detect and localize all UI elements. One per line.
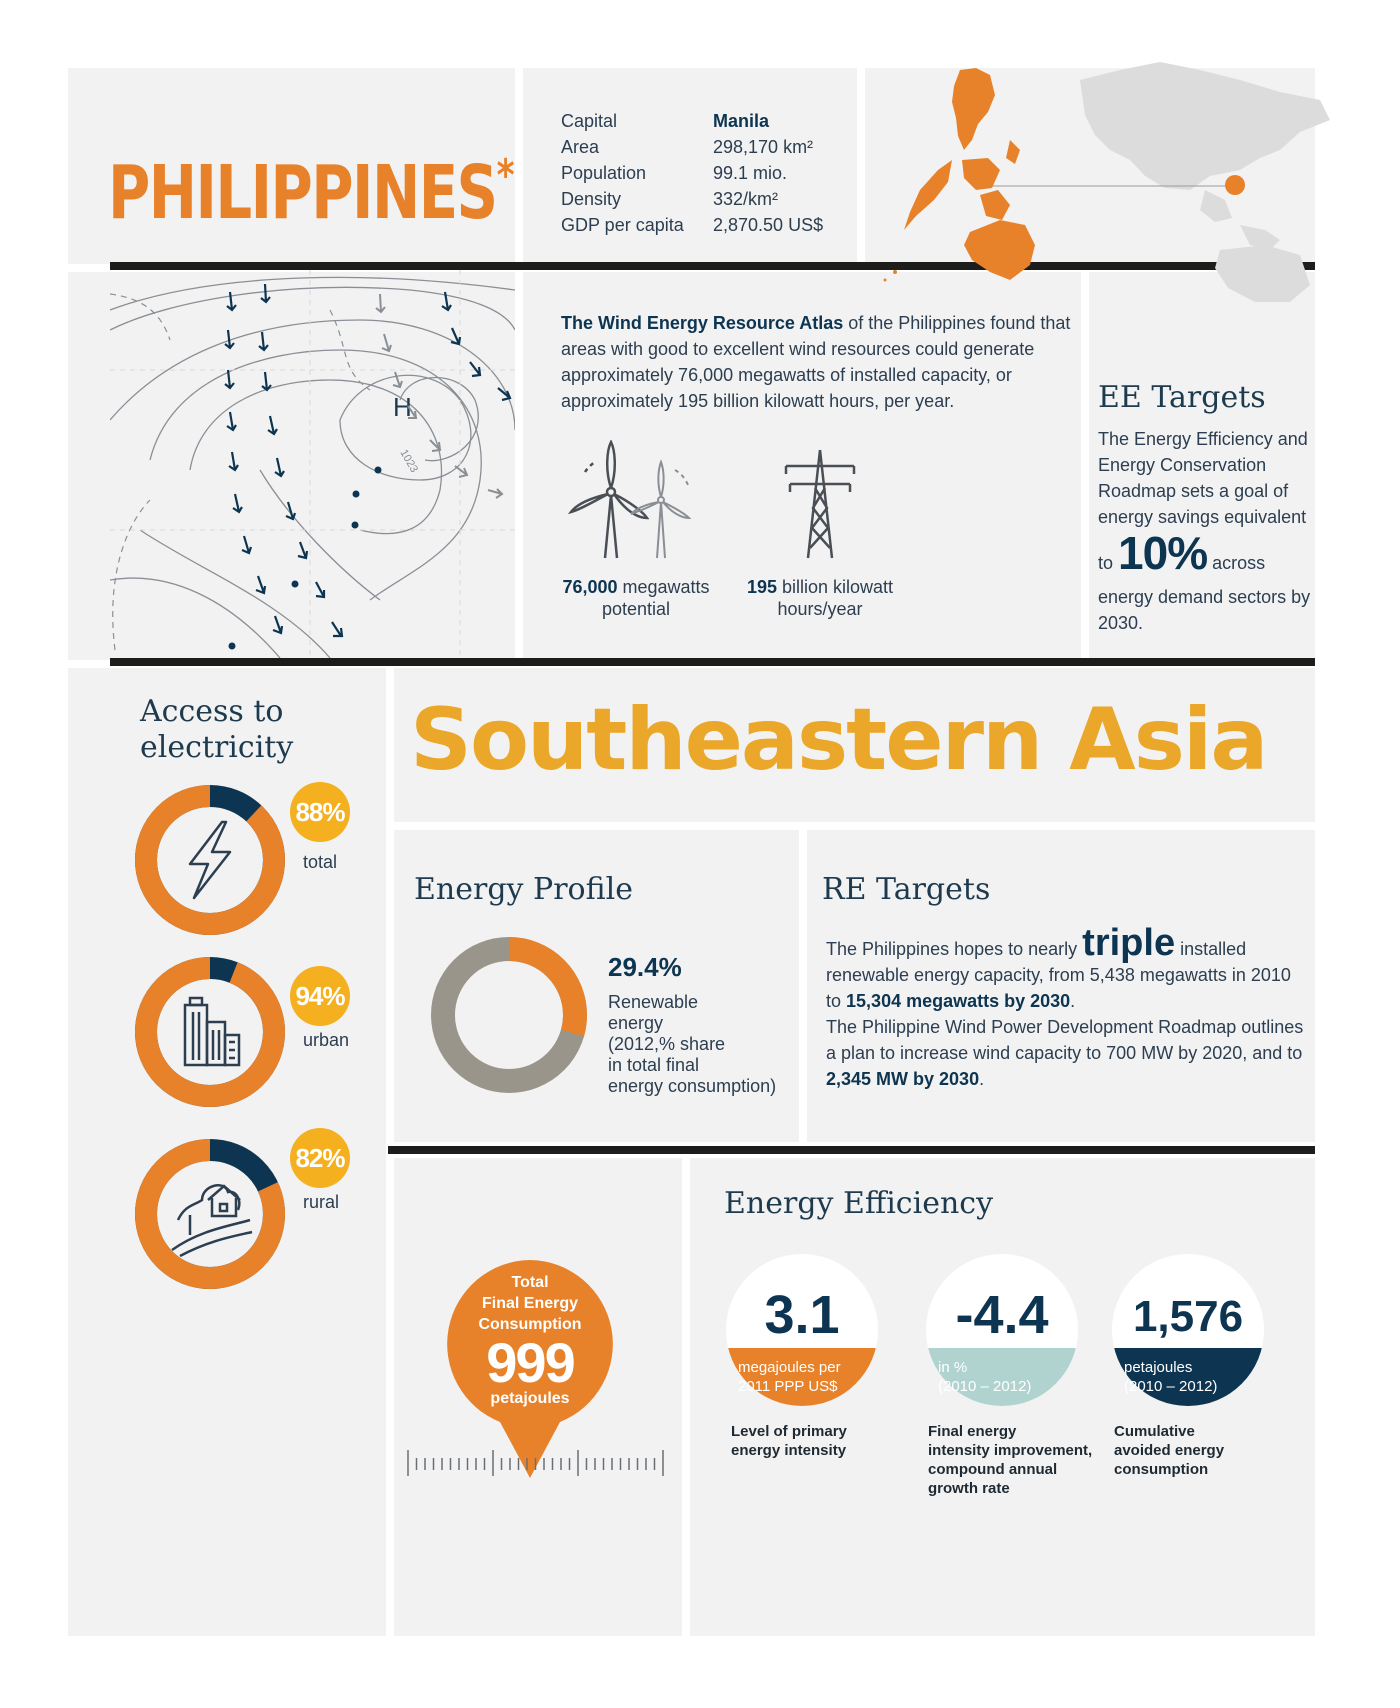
wind-turbine-icon — [565, 440, 705, 560]
wind-pressure-map — [110, 270, 515, 658]
re-targets-title: RE Targets — [822, 872, 991, 907]
ee-targets-title: EE Targets — [1098, 380, 1266, 415]
power-pylon-icon — [780, 448, 860, 560]
primary-intensity-unit: megajoules per 2011 PPP US$ — [738, 1359, 841, 1395]
access-donuts — [130, 780, 290, 1300]
location-marker — [1225, 175, 1245, 195]
access-total-badge: 88% — [290, 782, 350, 842]
buildings-icon — [185, 998, 239, 1065]
philippines-map — [860, 40, 1340, 310]
fact-row: Density 332/km² — [561, 189, 779, 209]
access-urban-label: urban — [303, 1030, 350, 1050]
lightning-icon — [190, 822, 230, 898]
avoided-consumption-value: 1,576 — [1132, 1292, 1244, 1341]
renewable-share-value: 29.4% — [608, 952, 682, 982]
access-donut-rural — [146, 1150, 274, 1278]
primary-intensity-caption: Level of primary energy intensity — [731, 1423, 847, 1459]
country-name: PHILIPPINES — [108, 150, 497, 236]
country-title — [108, 150, 513, 236]
wind-atlas-text: The Wind Energy Resource Atlas of the Philippines found that areas with good to excellent wind resources could generate approximately 76,000 megawatts of installed capacity, or approximately 195 billion kilowatt hours, per year. — [561, 313, 1071, 411]
region-title: Southeastern Asia — [410, 690, 1267, 790]
tfec-value: 999 — [486, 1331, 574, 1394]
intensity-improvement-caption: Final energy intensity improvement, compound annual growth rate — [928, 1423, 1093, 1497]
wind-stat-potential: 76,000 megawatts potential — [562, 577, 710, 619]
avoided-consumption-caption: Cumulative avoided energy consumption — [1114, 1423, 1225, 1478]
ee-target-value: 10% — [1118, 527, 1208, 579]
country-asterisk: * — [496, 150, 513, 201]
wind-stat-generation: 195 billion kilowatt hours/year — [746, 577, 894, 619]
ee-targets-text: The Energy Efficiency and Energy Conservation Roadmap sets a goal of energy savings equivalent to 10% across energy demand sectors by 2030. — [1098, 429, 1311, 633]
access-title: Access to electricity — [140, 694, 294, 765]
fact-row: GDP per capita 2,870.50 US$ — [561, 215, 824, 235]
access-rural-label: rural — [303, 1192, 340, 1212]
access-urban-badge: 94% — [290, 966, 350, 1026]
house-icon — [172, 1185, 252, 1256]
access-donut-urban — [146, 968, 274, 1096]
energy-profile-title: Energy Profile — [414, 872, 633, 907]
fact-row: Population 99.1 mio. — [561, 163, 788, 183]
access-donut-total — [146, 796, 274, 924]
fact-row: Capital Manila — [561, 111, 770, 131]
high-pressure-label: H — [393, 392, 412, 422]
intensity-improvement-value: -4.4 — [955, 1285, 1049, 1345]
re-target-triple: triple — [1082, 922, 1176, 964]
country-facts — [561, 108, 823, 238]
intensity-improvement-unit: in % (2010 – 2012) — [938, 1359, 1032, 1395]
isobar-value: 1023 — [397, 447, 421, 475]
tfec-label: Total Final Energy Consumption — [478, 1274, 582, 1333]
avoided-consumption-unit: petajoules (2010 – 2012) — [1124, 1359, 1218, 1395]
tfec-scale — [404, 1448, 668, 1478]
re-targets-text: The Philippines hopes to nearly triple installed renewable energy capacity, from 5,438 megawatts in 2010 to 15,304 megawatts by 2030. The Philippine Wind Power Development Roadmap outlines a plan to increase wind capacity to 700 MW by 2020, and to 2,345 MW by 2030. — [826, 922, 1304, 1089]
divider-lower — [388, 1146, 1315, 1154]
wind-arrows — [225, 284, 510, 636]
primary-intensity-value: 3.1 — [764, 1285, 840, 1345]
access-total-label: total — [303, 852, 338, 872]
access-rural-badge: 82% — [290, 1128, 350, 1188]
renewable-share-donut — [426, 932, 592, 1098]
energy-efficiency-title: Energy Efficiency — [724, 1186, 994, 1221]
divider-middle — [110, 658, 1315, 666]
tfec-unit: petajoules — [490, 1390, 570, 1407]
fact-row: Area 298,170 km² — [561, 137, 814, 157]
renewable-share-desc: Renewable energy (2012,% share in total final energy consumption) — [608, 992, 777, 1096]
